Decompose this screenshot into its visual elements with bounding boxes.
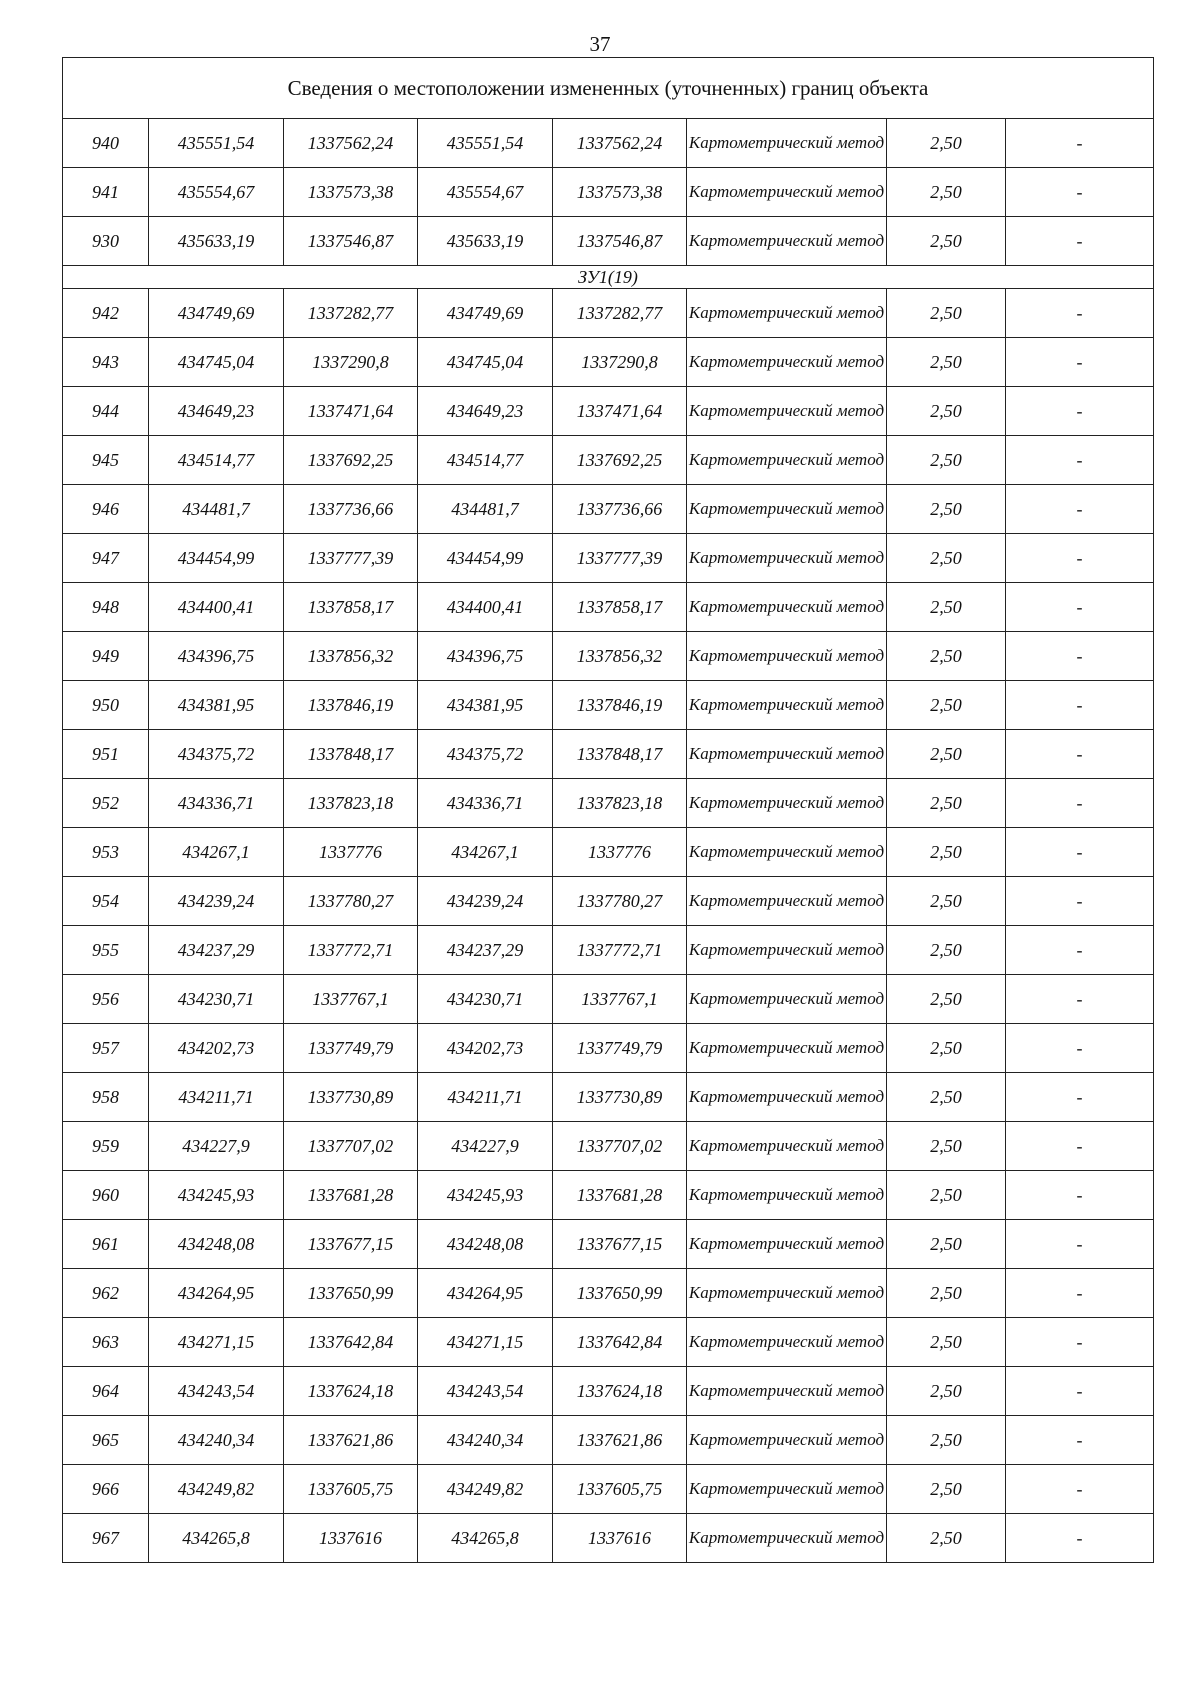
- refined-x-cell: 434239,24: [418, 877, 553, 926]
- description-cell: -: [1006, 779, 1154, 828]
- accuracy-cell: 2,50: [887, 632, 1006, 681]
- refined-y-cell: 1337767,1: [553, 975, 687, 1024]
- method-cell: Картометрический метод: [687, 1416, 887, 1465]
- description-cell: -: [1006, 1220, 1154, 1269]
- point-number-cell: 964: [63, 1367, 149, 1416]
- refined-y-cell: 1337290,8: [553, 338, 687, 387]
- refined-x-cell: 434481,7: [418, 485, 553, 534]
- table-row: [63, 632, 1154, 681]
- page-number: 37: [589, 32, 611, 56]
- existing-x-cell: 434230,71: [149, 975, 284, 1024]
- existing-y-cell: 1337780,27: [284, 877, 418, 926]
- refined-x-cell: 434243,54: [418, 1367, 553, 1416]
- refined-x-cell: 434400,41: [418, 583, 553, 632]
- point-number-cell: 962: [63, 1269, 149, 1318]
- point-number-cell: 951: [63, 730, 149, 779]
- method-cell: Картометрический метод: [687, 119, 887, 168]
- existing-y-cell: 1337707,02: [284, 1122, 418, 1171]
- accuracy-cell: 2,50: [887, 877, 1006, 926]
- refined-x-cell: 434237,29: [418, 926, 553, 975]
- description-cell: -: [1006, 1367, 1154, 1416]
- refined-x-cell: 434381,95: [418, 681, 553, 730]
- point-number-cell: 952: [63, 779, 149, 828]
- accuracy-cell: 2,50: [887, 1367, 1006, 1416]
- table-row: [63, 779, 1154, 828]
- existing-y-cell: 1337858,17: [284, 583, 418, 632]
- method-cell: Картометрический метод: [687, 1367, 887, 1416]
- point-number-cell: 950: [63, 681, 149, 730]
- description-cell: -: [1006, 1122, 1154, 1171]
- description-cell: -: [1006, 1269, 1154, 1318]
- refined-x-cell: 434271,15: [418, 1318, 553, 1367]
- table-row: [63, 877, 1154, 926]
- method-cell: Картометрический метод: [687, 289, 887, 338]
- accuracy-cell: 2,50: [887, 1122, 1006, 1171]
- table-row: [63, 681, 1154, 730]
- table-row: [63, 583, 1154, 632]
- refined-y-cell: 1337772,71: [553, 926, 687, 975]
- existing-x-cell: 434745,04: [149, 338, 284, 387]
- refined-y-cell: 1337856,32: [553, 632, 687, 681]
- refined-x-cell: 434265,8: [418, 1514, 553, 1563]
- refined-y-cell: 1337616: [553, 1514, 687, 1563]
- accuracy-cell: 2,50: [887, 583, 1006, 632]
- point-number-cell: 960: [63, 1171, 149, 1220]
- refined-y-cell: 1337749,79: [553, 1024, 687, 1073]
- point-number-cell: 955: [63, 926, 149, 975]
- method-cell: Картометрический метод: [687, 1269, 887, 1318]
- table-row: [63, 1073, 1154, 1122]
- point-number-cell: 965: [63, 1416, 149, 1465]
- refined-x-cell: 434454,99: [418, 534, 553, 583]
- refined-y-cell: 1337848,17: [553, 730, 687, 779]
- description-cell: -: [1006, 877, 1154, 926]
- existing-y-cell: 1337848,17: [284, 730, 418, 779]
- description-cell: -: [1006, 534, 1154, 583]
- accuracy-cell: 2,50: [887, 926, 1006, 975]
- existing-y-cell: 1337546,87: [284, 217, 418, 266]
- point-number-cell: 949: [63, 632, 149, 681]
- point-number-cell: 945: [63, 436, 149, 485]
- refined-y-cell: 1337681,28: [553, 1171, 687, 1220]
- existing-x-cell: 434227,9: [149, 1122, 284, 1171]
- method-cell: Картометрический метод: [687, 168, 887, 217]
- existing-x-cell: 434265,8: [149, 1514, 284, 1563]
- point-number-cell: 956: [63, 975, 149, 1024]
- description-cell: -: [1006, 828, 1154, 877]
- refined-y-cell: 1337546,87: [553, 217, 687, 266]
- point-number-cell: 948: [63, 583, 149, 632]
- section-row: [63, 266, 1154, 289]
- method-cell: Картометрический метод: [687, 1220, 887, 1269]
- method-cell: Картометрический метод: [687, 1465, 887, 1514]
- point-number-cell: 954: [63, 877, 149, 926]
- table-row: [63, 1171, 1154, 1220]
- existing-x-cell: 435554,67: [149, 168, 284, 217]
- existing-x-cell: 434381,95: [149, 681, 284, 730]
- existing-y-cell: 1337605,75: [284, 1465, 418, 1514]
- accuracy-cell: 2,50: [887, 1024, 1006, 1073]
- table-row: [63, 168, 1154, 217]
- refined-x-cell: 434211,71: [418, 1073, 553, 1122]
- method-cell: Картометрический метод: [687, 779, 887, 828]
- table-row: [63, 1122, 1154, 1171]
- existing-x-cell: 434514,77: [149, 436, 284, 485]
- existing-x-cell: 434264,95: [149, 1269, 284, 1318]
- existing-y-cell: 1337562,24: [284, 119, 418, 168]
- refined-x-cell: 434230,71: [418, 975, 553, 1024]
- existing-y-cell: 1337856,32: [284, 632, 418, 681]
- accuracy-cell: 2,50: [887, 534, 1006, 583]
- refined-y-cell: 1337707,02: [553, 1122, 687, 1171]
- method-cell: Картометрический метод: [687, 877, 887, 926]
- accuracy-cell: 2,50: [887, 1220, 1006, 1269]
- method-cell: Картометрический метод: [687, 1024, 887, 1073]
- existing-x-cell: 434237,29: [149, 926, 284, 975]
- refined-y-cell: 1337624,18: [553, 1367, 687, 1416]
- refined-x-cell: 434202,73: [418, 1024, 553, 1073]
- refined-x-cell: 434649,23: [418, 387, 553, 436]
- refined-x-cell: 434240,34: [418, 1416, 553, 1465]
- refined-x-cell: 435554,67: [418, 168, 553, 217]
- method-cell: Картометрический метод: [687, 485, 887, 534]
- existing-x-cell: 435551,54: [149, 119, 284, 168]
- refined-y-cell: 1337562,24: [553, 119, 687, 168]
- description-cell: -: [1006, 1514, 1154, 1563]
- refined-y-cell: 1337621,86: [553, 1416, 687, 1465]
- section-label: ЗУ1(19): [63, 266, 1154, 289]
- existing-x-cell: 434396,75: [149, 632, 284, 681]
- accuracy-cell: 2,50: [887, 338, 1006, 387]
- accuracy-cell: 2,50: [887, 1514, 1006, 1563]
- refined-x-cell: 434264,95: [418, 1269, 553, 1318]
- existing-y-cell: 1337776: [284, 828, 418, 877]
- table-row: [63, 1416, 1154, 1465]
- refined-x-cell: 434749,69: [418, 289, 553, 338]
- existing-x-cell: 434454,99: [149, 534, 284, 583]
- refined-y-cell: 1337573,38: [553, 168, 687, 217]
- method-cell: Картометрический метод: [687, 828, 887, 877]
- description-cell: -: [1006, 338, 1154, 387]
- point-number-cell: 966: [63, 1465, 149, 1514]
- method-cell: Картометрический метод: [687, 1073, 887, 1122]
- point-number-cell: 963: [63, 1318, 149, 1367]
- description-cell: -: [1006, 1171, 1154, 1220]
- table-row: [63, 1220, 1154, 1269]
- method-cell: Картометрический метод: [687, 387, 887, 436]
- refined-x-cell: 434514,77: [418, 436, 553, 485]
- accuracy-cell: 2,50: [887, 1318, 1006, 1367]
- existing-x-cell: 434336,71: [149, 779, 284, 828]
- method-cell: Картометрический метод: [687, 926, 887, 975]
- method-cell: Картометрический метод: [687, 632, 887, 681]
- method-cell: Картометрический метод: [687, 681, 887, 730]
- table-row: [63, 1367, 1154, 1416]
- existing-y-cell: 1337681,28: [284, 1171, 418, 1220]
- existing-x-cell: 434211,71: [149, 1073, 284, 1122]
- existing-x-cell: 434375,72: [149, 730, 284, 779]
- table-row: [63, 1465, 1154, 1514]
- description-cell: -: [1006, 1318, 1154, 1367]
- refined-y-cell: 1337677,15: [553, 1220, 687, 1269]
- table-row: [63, 1269, 1154, 1318]
- existing-y-cell: 1337730,89: [284, 1073, 418, 1122]
- accuracy-cell: 2,50: [887, 1269, 1006, 1318]
- refined-y-cell: 1337777,39: [553, 534, 687, 583]
- description-cell: -: [1006, 168, 1154, 217]
- accuracy-cell: 2,50: [887, 975, 1006, 1024]
- table-row: [63, 730, 1154, 779]
- method-cell: Картометрический метод: [687, 534, 887, 583]
- description-cell: -: [1006, 217, 1154, 266]
- accuracy-cell: 2,50: [887, 387, 1006, 436]
- method-cell: Картометрический метод: [687, 1171, 887, 1220]
- refined-x-cell: 434396,75: [418, 632, 553, 681]
- accuracy-cell: 2,50: [887, 168, 1006, 217]
- refined-x-cell: 435633,19: [418, 217, 553, 266]
- description-cell: -: [1006, 926, 1154, 975]
- accuracy-cell: 2,50: [887, 436, 1006, 485]
- existing-x-cell: 434649,23: [149, 387, 284, 436]
- refined-x-cell: 434375,72: [418, 730, 553, 779]
- table-row: [63, 975, 1154, 1024]
- existing-y-cell: 1337621,86: [284, 1416, 418, 1465]
- accuracy-cell: 2,50: [887, 681, 1006, 730]
- accuracy-cell: 2,50: [887, 1416, 1006, 1465]
- point-number-cell: 930: [63, 217, 149, 266]
- table-row: [63, 828, 1154, 877]
- point-number-cell: 961: [63, 1220, 149, 1269]
- existing-x-cell: 434481,7: [149, 485, 284, 534]
- method-cell: Картометрический метод: [687, 338, 887, 387]
- existing-y-cell: 1337677,15: [284, 1220, 418, 1269]
- accuracy-cell: 2,50: [887, 1171, 1006, 1220]
- table-title: Сведения о местоположении измененных (уточненных) границ объекта: [63, 58, 1154, 119]
- description-cell: -: [1006, 485, 1154, 534]
- description-cell: -: [1006, 289, 1154, 338]
- point-number-cell: 959: [63, 1122, 149, 1171]
- existing-y-cell: 1337823,18: [284, 779, 418, 828]
- description-cell: -: [1006, 632, 1154, 681]
- point-number-cell: 958: [63, 1073, 149, 1122]
- existing-x-cell: 434248,08: [149, 1220, 284, 1269]
- refined-x-cell: 434227,9: [418, 1122, 553, 1171]
- accuracy-cell: 2,50: [887, 730, 1006, 779]
- refined-x-cell: 434267,1: [418, 828, 553, 877]
- existing-x-cell: 434239,24: [149, 877, 284, 926]
- refined-y-cell: 1337730,89: [553, 1073, 687, 1122]
- refined-y-cell: 1337780,27: [553, 877, 687, 926]
- accuracy-cell: 2,50: [887, 828, 1006, 877]
- method-cell: Картометрический метод: [687, 1122, 887, 1171]
- refined-y-cell: 1337736,66: [553, 485, 687, 534]
- existing-x-cell: 434249,82: [149, 1465, 284, 1514]
- existing-y-cell: 1337290,8: [284, 338, 418, 387]
- accuracy-cell: 2,50: [887, 485, 1006, 534]
- point-number-cell: 944: [63, 387, 149, 436]
- refined-y-cell: 1337846,19: [553, 681, 687, 730]
- method-cell: Картометрический метод: [687, 436, 887, 485]
- existing-y-cell: 1337777,39: [284, 534, 418, 583]
- description-cell: -: [1006, 436, 1154, 485]
- refined-x-cell: 435551,54: [418, 119, 553, 168]
- refined-y-cell: 1337642,84: [553, 1318, 687, 1367]
- existing-y-cell: 1337772,71: [284, 926, 418, 975]
- coordinates-table: [62, 57, 1154, 1563]
- existing-y-cell: 1337616: [284, 1514, 418, 1563]
- existing-x-cell: 434243,54: [149, 1367, 284, 1416]
- existing-x-cell: 434267,1: [149, 828, 284, 877]
- refined-y-cell: 1337650,99: [553, 1269, 687, 1318]
- point-number-cell: 942: [63, 289, 149, 338]
- point-number-cell: 957: [63, 1024, 149, 1073]
- existing-y-cell: 1337573,38: [284, 168, 418, 217]
- accuracy-cell: 2,50: [887, 779, 1006, 828]
- refined-y-cell: 1337823,18: [553, 779, 687, 828]
- existing-x-cell: 434202,73: [149, 1024, 284, 1073]
- table-row: [63, 436, 1154, 485]
- method-cell: Картометрический метод: [687, 1514, 887, 1563]
- table-row: [63, 217, 1154, 266]
- existing-y-cell: 1337471,64: [284, 387, 418, 436]
- table-row: [63, 1024, 1154, 1073]
- existing-x-cell: 434271,15: [149, 1318, 284, 1367]
- accuracy-cell: 2,50: [887, 217, 1006, 266]
- existing-y-cell: 1337642,84: [284, 1318, 418, 1367]
- point-number-cell: 953: [63, 828, 149, 877]
- table-title-row: [63, 58, 1154, 119]
- method-cell: Картометрический метод: [687, 217, 887, 266]
- existing-x-cell: 434749,69: [149, 289, 284, 338]
- table-row: [63, 289, 1154, 338]
- table-row: [63, 1514, 1154, 1563]
- description-cell: -: [1006, 681, 1154, 730]
- refined-x-cell: 434336,71: [418, 779, 553, 828]
- description-cell: -: [1006, 583, 1154, 632]
- table-row: [63, 119, 1154, 168]
- refined-x-cell: 434245,93: [418, 1171, 553, 1220]
- description-cell: -: [1006, 1073, 1154, 1122]
- description-cell: -: [1006, 1024, 1154, 1073]
- table-row: [63, 338, 1154, 387]
- accuracy-cell: 2,50: [887, 289, 1006, 338]
- existing-y-cell: 1337692,25: [284, 436, 418, 485]
- refined-y-cell: 1337692,25: [553, 436, 687, 485]
- existing-y-cell: 1337846,19: [284, 681, 418, 730]
- method-cell: Картометрический метод: [687, 730, 887, 779]
- existing-y-cell: 1337650,99: [284, 1269, 418, 1318]
- description-cell: -: [1006, 119, 1154, 168]
- table-row: [63, 534, 1154, 583]
- description-cell: -: [1006, 730, 1154, 779]
- refined-x-cell: 434745,04: [418, 338, 553, 387]
- refined-y-cell: 1337776: [553, 828, 687, 877]
- refined-x-cell: 434248,08: [418, 1220, 553, 1269]
- table-row: [63, 1318, 1154, 1367]
- refined-y-cell: 1337605,75: [553, 1465, 687, 1514]
- refined-y-cell: 1337282,77: [553, 289, 687, 338]
- point-number-cell: 941: [63, 168, 149, 217]
- table-row: [63, 387, 1154, 436]
- existing-y-cell: 1337749,79: [284, 1024, 418, 1073]
- accuracy-cell: 2,50: [887, 1073, 1006, 1122]
- existing-x-cell: 434400,41: [149, 583, 284, 632]
- point-number-cell: 943: [63, 338, 149, 387]
- method-cell: Картометрический метод: [687, 583, 887, 632]
- refined-y-cell: 1337471,64: [553, 387, 687, 436]
- existing-y-cell: 1337624,18: [284, 1367, 418, 1416]
- existing-y-cell: 1337736,66: [284, 485, 418, 534]
- existing-x-cell: 434240,34: [149, 1416, 284, 1465]
- description-cell: -: [1006, 387, 1154, 436]
- table-row: [63, 926, 1154, 975]
- refined-x-cell: 434249,82: [418, 1465, 553, 1514]
- existing-y-cell: 1337282,77: [284, 289, 418, 338]
- method-cell: Картометрический метод: [687, 975, 887, 1024]
- point-number-cell: 946: [63, 485, 149, 534]
- description-cell: -: [1006, 1416, 1154, 1465]
- accuracy-cell: 2,50: [887, 1465, 1006, 1514]
- point-number-cell: 940: [63, 119, 149, 168]
- point-number-cell: 947: [63, 534, 149, 583]
- table-body: [63, 58, 1154, 1563]
- point-number-cell: 967: [63, 1514, 149, 1563]
- existing-y-cell: 1337767,1: [284, 975, 418, 1024]
- accuracy-cell: 2,50: [887, 119, 1006, 168]
- existing-x-cell: 434245,93: [149, 1171, 284, 1220]
- refined-y-cell: 1337858,17: [553, 583, 687, 632]
- method-cell: Картометрический метод: [687, 1318, 887, 1367]
- table-row: [63, 485, 1154, 534]
- existing-x-cell: 435633,19: [149, 217, 284, 266]
- description-cell: -: [1006, 1465, 1154, 1514]
- description-cell: -: [1006, 975, 1154, 1024]
